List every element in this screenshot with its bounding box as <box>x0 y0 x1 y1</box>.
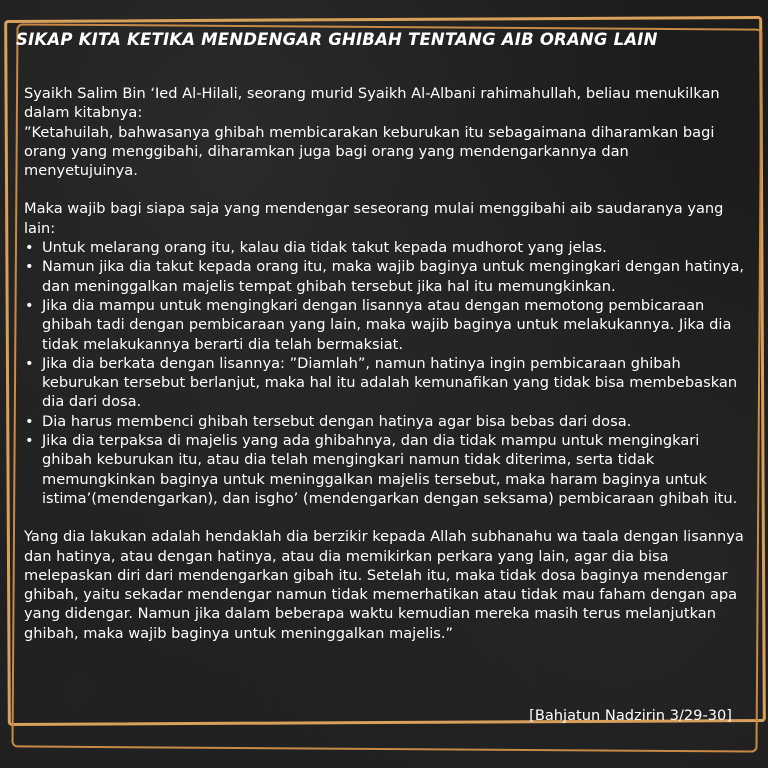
list-item: • Jika dia terpaksa di majelis yang ada ghibahnya, dan dia tidak mampu untuk mengingkari ghibah keburukan itu, atau dia telah mengingkari namun tidak diterima, serta tidak memungkinkan baginya untuk meninggalkan majelis tersebut, maka haram baginya untuk istima’(mendengarkan), dan isgho’ (mendengarkan dengan seksama) pembicaraan ghibah itu. <box>24 431 746 508</box>
intro-quote: ”Ketahuilah, bahwasanya ghibah membicarakan keburukan itu sebagaimana diharamkan bagi orang yang menggibahi, diharamkan juga bagi orang yang mendengarkannya dan menyetujuinya. <box>24 123 715 180</box>
obligation-list <box>24 238 746 508</box>
list-item: • Untuk melarang orang itu, kalau dia tidak takut kepada mudhorot yang jelas. <box>24 238 746 257</box>
list-item: • Dia harus membenci ghibah tersebut dengan hatinya agar bisa bebas dari dosa. <box>24 412 746 431</box>
paragraph-spacer <box>24 180 746 199</box>
paragraph-spacer <box>24 508 746 527</box>
obligation-intro: Maka wajib bagi siapa saja yang mendengar seseorang mulai menggibahi aib saudaranya yang lain: <box>24 200 724 237</box>
intro-paragraph: Syaikh Salim Bin ‘Ied Al-Hilali, seorang murid Syaikh Al-Albani rahimahullah, beliau menukilkan dalam kitabnya: <box>24 85 720 122</box>
article-body <box>24 84 746 643</box>
source-citation: [Bahjatun Nadzirin 3/29-30] <box>529 707 732 724</box>
list-item: • Jika dia mampu untuk mengingkari dengan lisannya atau dengan memotong pembicaraan ghibah tadi dengan pembicaraan yang lain, maka wajib baginya untuk melakukannya. Jika dia tidak melakukannya berarti dia telah bermaksiat. <box>24 296 746 354</box>
list-item: • Jika dia berkata dengan lisannya: ”Diamlah”, namun hatinya ingin pembicaraan ghibah keburukan tersebut berlanjut, maka hal itu adalah kemunafikan yang tidak bisa membebaskan dia dari dosa. <box>24 354 746 412</box>
page-title: SIKAP KITA KETIKA MENDENGAR GHIBAH TENTANG AIB ORANG LAIN <box>16 30 658 49</box>
closing-paragraph: Yang dia lakukan adalah hendaklah dia berzikir kepada Allah subhanahu wa taala dengan lisannya dan hatinya, atau dengan hatinya, atau dia memikirkan perkara yang lain, agar dia bisa melepaskan diri dari mendengarkan gibah itu. Setelah itu, maka tidak dosa baginya mendengar ghibah, yaitu sekadar mendengar namun tidak memerhatikan atau tidak mau faham dengan apa yang didengar. Namun jika dalam beberapa waktu kemudian mereka masih terus melanjutkan ghibah, maka wajib baginya untuk meninggalkan majelis.” <box>24 528 744 642</box>
list-item: • Namun jika dia takut kepada orang itu, maka wajib baginya untuk mengingkari dengan hatinya, dan meninggalkan majelis tempat ghibah tersebut jika hal itu memungkinkan. <box>24 257 746 296</box>
